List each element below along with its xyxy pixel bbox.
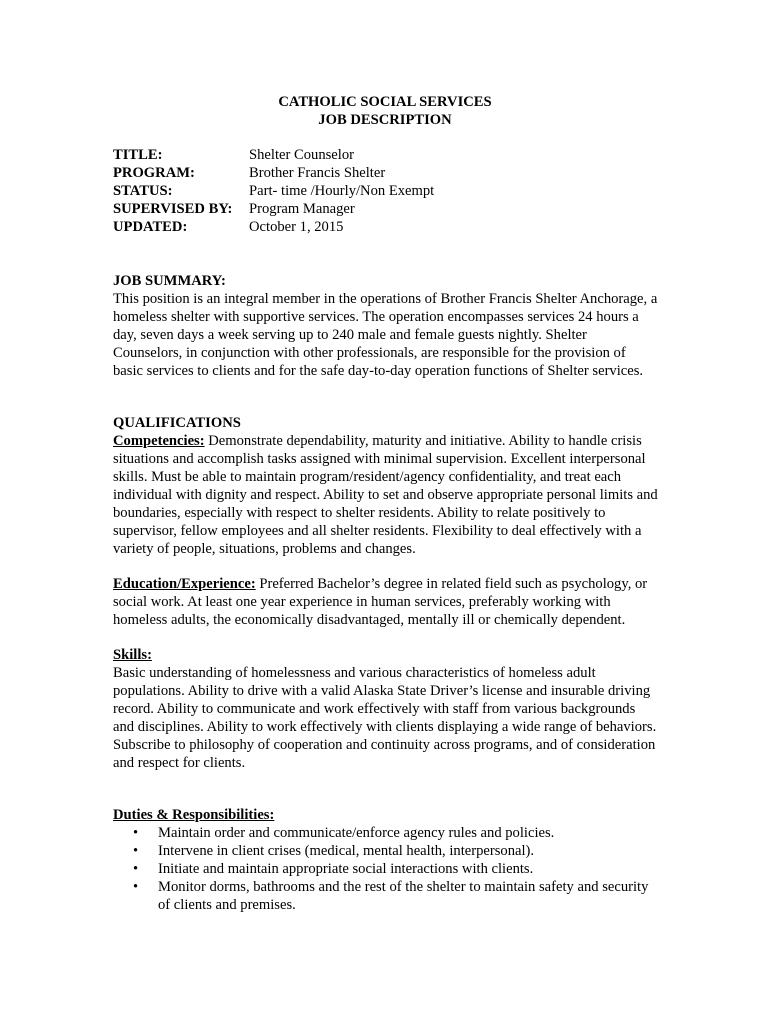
skills-section — [113, 646, 658, 772]
bullet-icon: • — [133, 879, 139, 895]
meta-row-program — [113, 164, 434, 182]
meta-label: PROGRAM: — [113, 165, 195, 181]
list-item — [113, 878, 658, 914]
education-text: Preferred Bachelor’s degree in related field such as psychology, or social work. At least one year experience in human services, preferably working with homeless adults, the economically disadvantaged, mentally ill or chemically dependent. — [113, 576, 648, 628]
meta-row-status — [113, 182, 434, 200]
list-item — [113, 824, 658, 842]
meta-row-title — [113, 146, 434, 164]
duties-title: Duties & Responsibilities: — [113, 807, 275, 823]
meta-row-updated — [113, 218, 434, 236]
job-summary-text: This position is an integral member in the operations of Brother Francis Shelter Anchorage, a homeless shelter with supportive services. The operation encompasses services 24 hours a day, seven days a week serving up to 240 male and female guests nightly. Shelter Counselors, in conjunction with other professionals, are responsible for the provision of basic services to clients and for the safe day-to-day operation functions of Shelter services. — [113, 291, 658, 379]
education-paragraph — [113, 575, 658, 629]
job-summary-section — [113, 272, 658, 380]
document-header — [0, 93, 770, 129]
meta-label: TITLE: — [113, 147, 163, 163]
meta-label: UPDATED: — [113, 219, 188, 235]
duty-text: Intervene in client crises (medical, mental health, interpersonal). — [158, 843, 535, 859]
organization-name: CATHOLIC SOCIAL SERVICES — [278, 94, 492, 110]
duty-text: Maintain order and communicate/enforce agency rules and policies. — [158, 825, 555, 841]
qualifications-title: QUALIFICATIONS — [113, 415, 241, 431]
competencies-paragraph — [113, 432, 658, 558]
skills-text: Basic understanding of homelessness and various characteristics of homeless adult populations. Ability to drive with a valid Alaska State Driver’s license and insurable driving record. Ability to communicate and work effectively with staff from various backgrounds and disciplines. Ability to work effectively with clients displaying a wide range of behaviors. Subscribe to philosophy of cooperation and continuity across programs, and of consideration and respect for clients. — [113, 665, 657, 771]
meta-label: SUPERVISED BY: — [113, 201, 233, 217]
meta-row-supervised-by — [113, 200, 434, 218]
job-summary-title: JOB SUMMARY: — [113, 273, 226, 289]
bullet-icon: • — [133, 825, 139, 841]
duty-text: Monitor dorms, bathrooms and the rest of the shelter to maintain safety and security of clients and premises. — [158, 879, 649, 913]
skills-label: Skills: — [113, 647, 152, 663]
meta-value: Shelter Counselor — [249, 147, 354, 163]
bullet-icon: • — [133, 861, 139, 877]
meta-value: Program Manager — [249, 201, 355, 217]
meta-value: Part- time /Hourly/Non Exempt — [249, 183, 435, 199]
job-meta-table — [113, 146, 434, 236]
document-type: JOB DESCRIPTION — [318, 112, 452, 128]
qualifications-section — [113, 414, 658, 558]
bullet-icon: • — [133, 843, 139, 859]
education-section — [113, 575, 658, 629]
list-item — [113, 860, 658, 878]
meta-label: STATUS: — [113, 183, 173, 199]
duty-text: Initiate and maintain appropriate social interactions with clients. — [158, 861, 534, 877]
duties-section — [113, 806, 658, 914]
competencies-text: Demonstrate dependability, maturity and initiative. Ability to handle crisis situations and accomplish tasks assigned with minimal supervision. Excellent interpersonal skills. Must be able to maintain program/resident/agency confidentiality, and treat each individual with dignity and respect. Ability to set and observe appropriate personal limits and boundaries, especially with respect to shelter residents. Ability to relate positively to supervisor, fellow employees and all shelter residents. Flexibility to deal effectively with a variety of people, situations, problems and changes. — [113, 433, 658, 557]
list-item — [113, 842, 658, 860]
meta-value: Brother Francis Shelter — [249, 165, 386, 181]
education-label: Education/Experience: — [113, 576, 256, 592]
meta-value: October 1, 2015 — [249, 219, 344, 235]
competencies-label: Competencies: — [113, 433, 205, 449]
duties-list — [113, 824, 658, 914]
